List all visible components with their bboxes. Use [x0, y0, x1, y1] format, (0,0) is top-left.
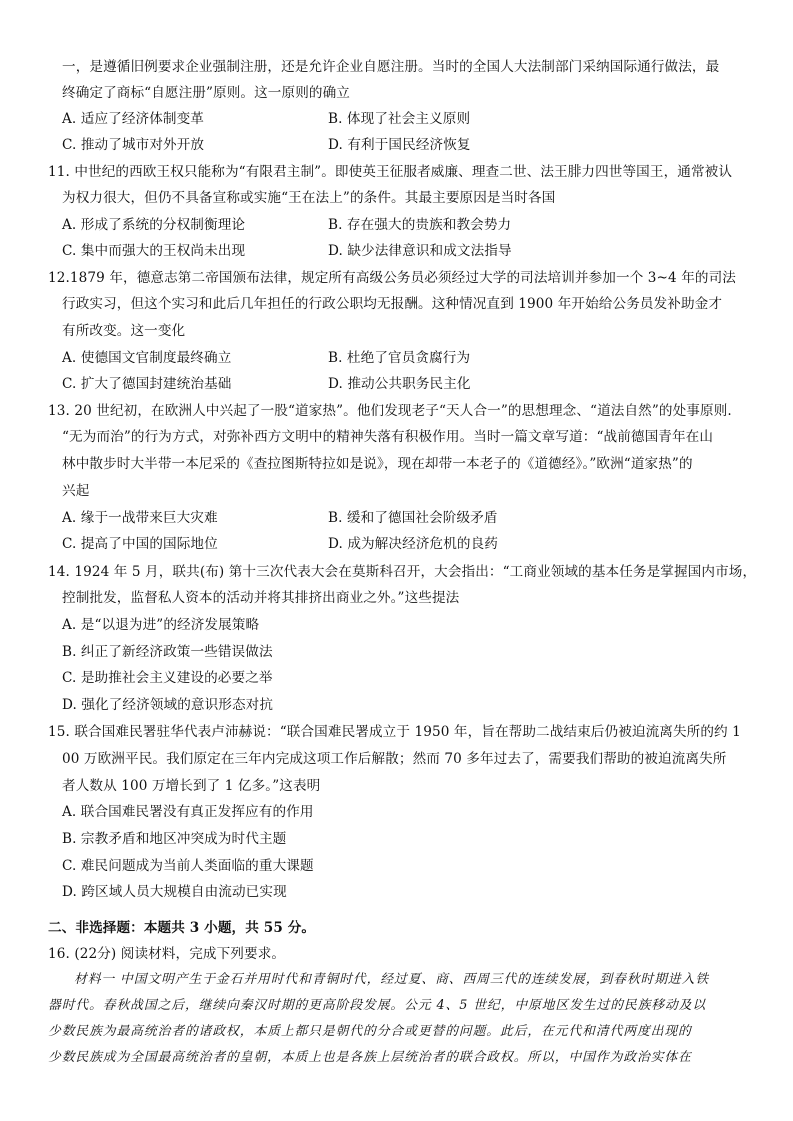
- q16-material-1-line-3: 少数民族为最高统治者的诸政权，本质上都只是朝代的分合或更替的问题。此后，在元代和清代两度出现的: [48, 1024, 692, 1039]
- q15-option-c: C. 难民问题成为当前人类面临的重大课题: [62, 858, 314, 874]
- q16-material-1-line-1: 材料一 中国文明产生于金石并用时代和青铜时代，经过夏、商、西周三代的连续发展，到春秋时期进入铁: [74, 972, 710, 987]
- q16-intro: 16. (22分) 阅读材料，完成下列要求。: [48, 946, 286, 962]
- q11-option-b: B. 存在强大的贵族和教会势力: [328, 217, 512, 233]
- q13-stem-line-3: 林中散步时大半带一本尼采的《查拉图斯特拉如是说》，现在却带一本老子的《道德经》。”欧洲“道家热”的: [62, 456, 693, 472]
- q15-option-b: B. 宗教矛盾和地区冲突成为时代主题: [62, 831, 287, 847]
- q13-option-b: B. 缓和了德国社会阶级矛盾: [328, 510, 498, 526]
- q12-option-a: A. 使德国文官制度最终确立: [62, 350, 232, 366]
- q13-stem-line-2: “无为而治”的行为方式，对弥补西方文明中的精神失落有积极作用。当时一篇文章写道：“战前德国青年在山: [62, 429, 714, 445]
- q12-stem-line-1: 12.1879 年，德意志第二帝国颁布法律，规定所有高级公务员必须经过大学的司法培训并参加一个 3~4 年的司法: [48, 270, 736, 286]
- q15-option-d: D. 跨区域人员大规模自由流动已实现: [62, 884, 287, 900]
- q10-option-b: B. 体现了社会主义原则: [328, 111, 471, 127]
- q13-option-d: D. 成为解决经济危机的良药: [328, 536, 498, 552]
- q14-option-a: A. 是“以退为进”的经济发展策略: [62, 617, 260, 633]
- q10-stem-line-1: 一，是遵循旧例要求企业强制注册，还是允许企业自愿注册。当时的全国人大法制部门采纳国际通行做法，最: [62, 59, 720, 75]
- q12-option-b: B. 杜绝了官员贪腐行为: [328, 350, 471, 366]
- q15-stem-line-2: 00 万欧洲平民。我们原定在三年内完成这项工作后解散；然而 70 多年过去了，需要我们帮助的被迫流离失所: [62, 751, 727, 767]
- q10-stem-line-2: 终确定了商标“自愿注册”原则。这一原则的确立: [62, 85, 350, 101]
- q11-option-a: A. 形成了系统的分权制衡理论: [62, 217, 246, 233]
- q10-option-d: D. 有利于国民经济恢复: [328, 137, 471, 153]
- q11-option-d: D. 缺少法律意识和成文法指导: [328, 243, 512, 259]
- q13-option-c: C. 提高了中国的国际地位: [62, 536, 218, 552]
- q14-stem-line-1: 14. 1924 年 5 月，联共(布) 第十三次代表大会在莫斯科召开，大会指出：“工商业领域的基本任务是掌握国内市场，: [48, 564, 757, 580]
- q10-option-a: A. 适应了经济体制变革: [62, 111, 205, 127]
- q13-stem-line-1: 13. 20 世纪初，在欧洲人中兴起了一股“道家热”。他们发现老子“天人合一”的思想理念、“道法自然”的处事原则.: [48, 403, 732, 419]
- q11-stem-line-1: 11. 中世纪的西欧王权只能称为“有限君主制”。即使英王征服者威廉、理查二世、法王腓力四世等国王，通常被认: [48, 164, 733, 180]
- section-2-heading: 二、非选择题：本题共 3 小题，共 55 分。: [48, 920, 316, 936]
- q11-option-c: C. 集中而强大的王权尚未出现: [62, 243, 246, 259]
- q13-option-a: A. 缘于一战带来巨大灾难: [62, 510, 218, 526]
- q15-stem-line-3: 者人数从 100 万增长到了 1 亿多。”这表明: [62, 778, 321, 794]
- q14-stem-line-2: 控制批发，监督私人资本的活动并将其排挤出商业之外。”这些提法: [62, 590, 460, 606]
- q15-option-a: A. 联合国难民署没有真正发挥应有的作用: [62, 804, 314, 820]
- q14-option-b: B. 纠正了新经济政策一些错误做法: [62, 644, 273, 660]
- q12-option-c: C. 扩大了德国封建统治基础: [62, 376, 232, 392]
- q12-stem-line-3: 有所改变。这一变化: [62, 323, 186, 339]
- q13-stem-line-4: 兴起: [62, 483, 90, 499]
- q16-material-1-line-4: 少数民族成为全国最高统治者的皇朝，本质上也是各族上层统治者的联合政权。所以，中国作为政治实体在: [48, 1050, 692, 1065]
- q10-option-c: C. 推动了城市对外开放: [62, 137, 205, 153]
- q12-option-d: D. 推动公共职务民主化: [328, 376, 471, 392]
- q14-option-c: C. 是助推社会主义建设的必要之举: [62, 670, 273, 686]
- q12-stem-line-2: 行政实习，但这个实习和此后几年担任的行政公职均无报酬。这种情况直到 1900 年开始给公务员发补助金才: [62, 296, 723, 312]
- q15-stem-line-1: 15. 联合国难民署驻华代表卢沛赫说：“联合国难民署成立于 1950 年，旨在帮助二战结束后仍被迫流离失所的约 1: [48, 724, 741, 740]
- q14-option-d: D. 强化了经济领域的意识形态对抗: [62, 697, 274, 713]
- q16-material-1-line-2: 器时代。春秋战国之后，继续向秦汉时期的更高阶段发展。公元 4、5 世纪，中原地区发生过的民族移动及以: [48, 998, 707, 1013]
- q11-stem-line-2: 为权力很大，但仍不具备宣称或实施“王在法上”的条件。其最主要原因是当时各国: [62, 190, 556, 206]
